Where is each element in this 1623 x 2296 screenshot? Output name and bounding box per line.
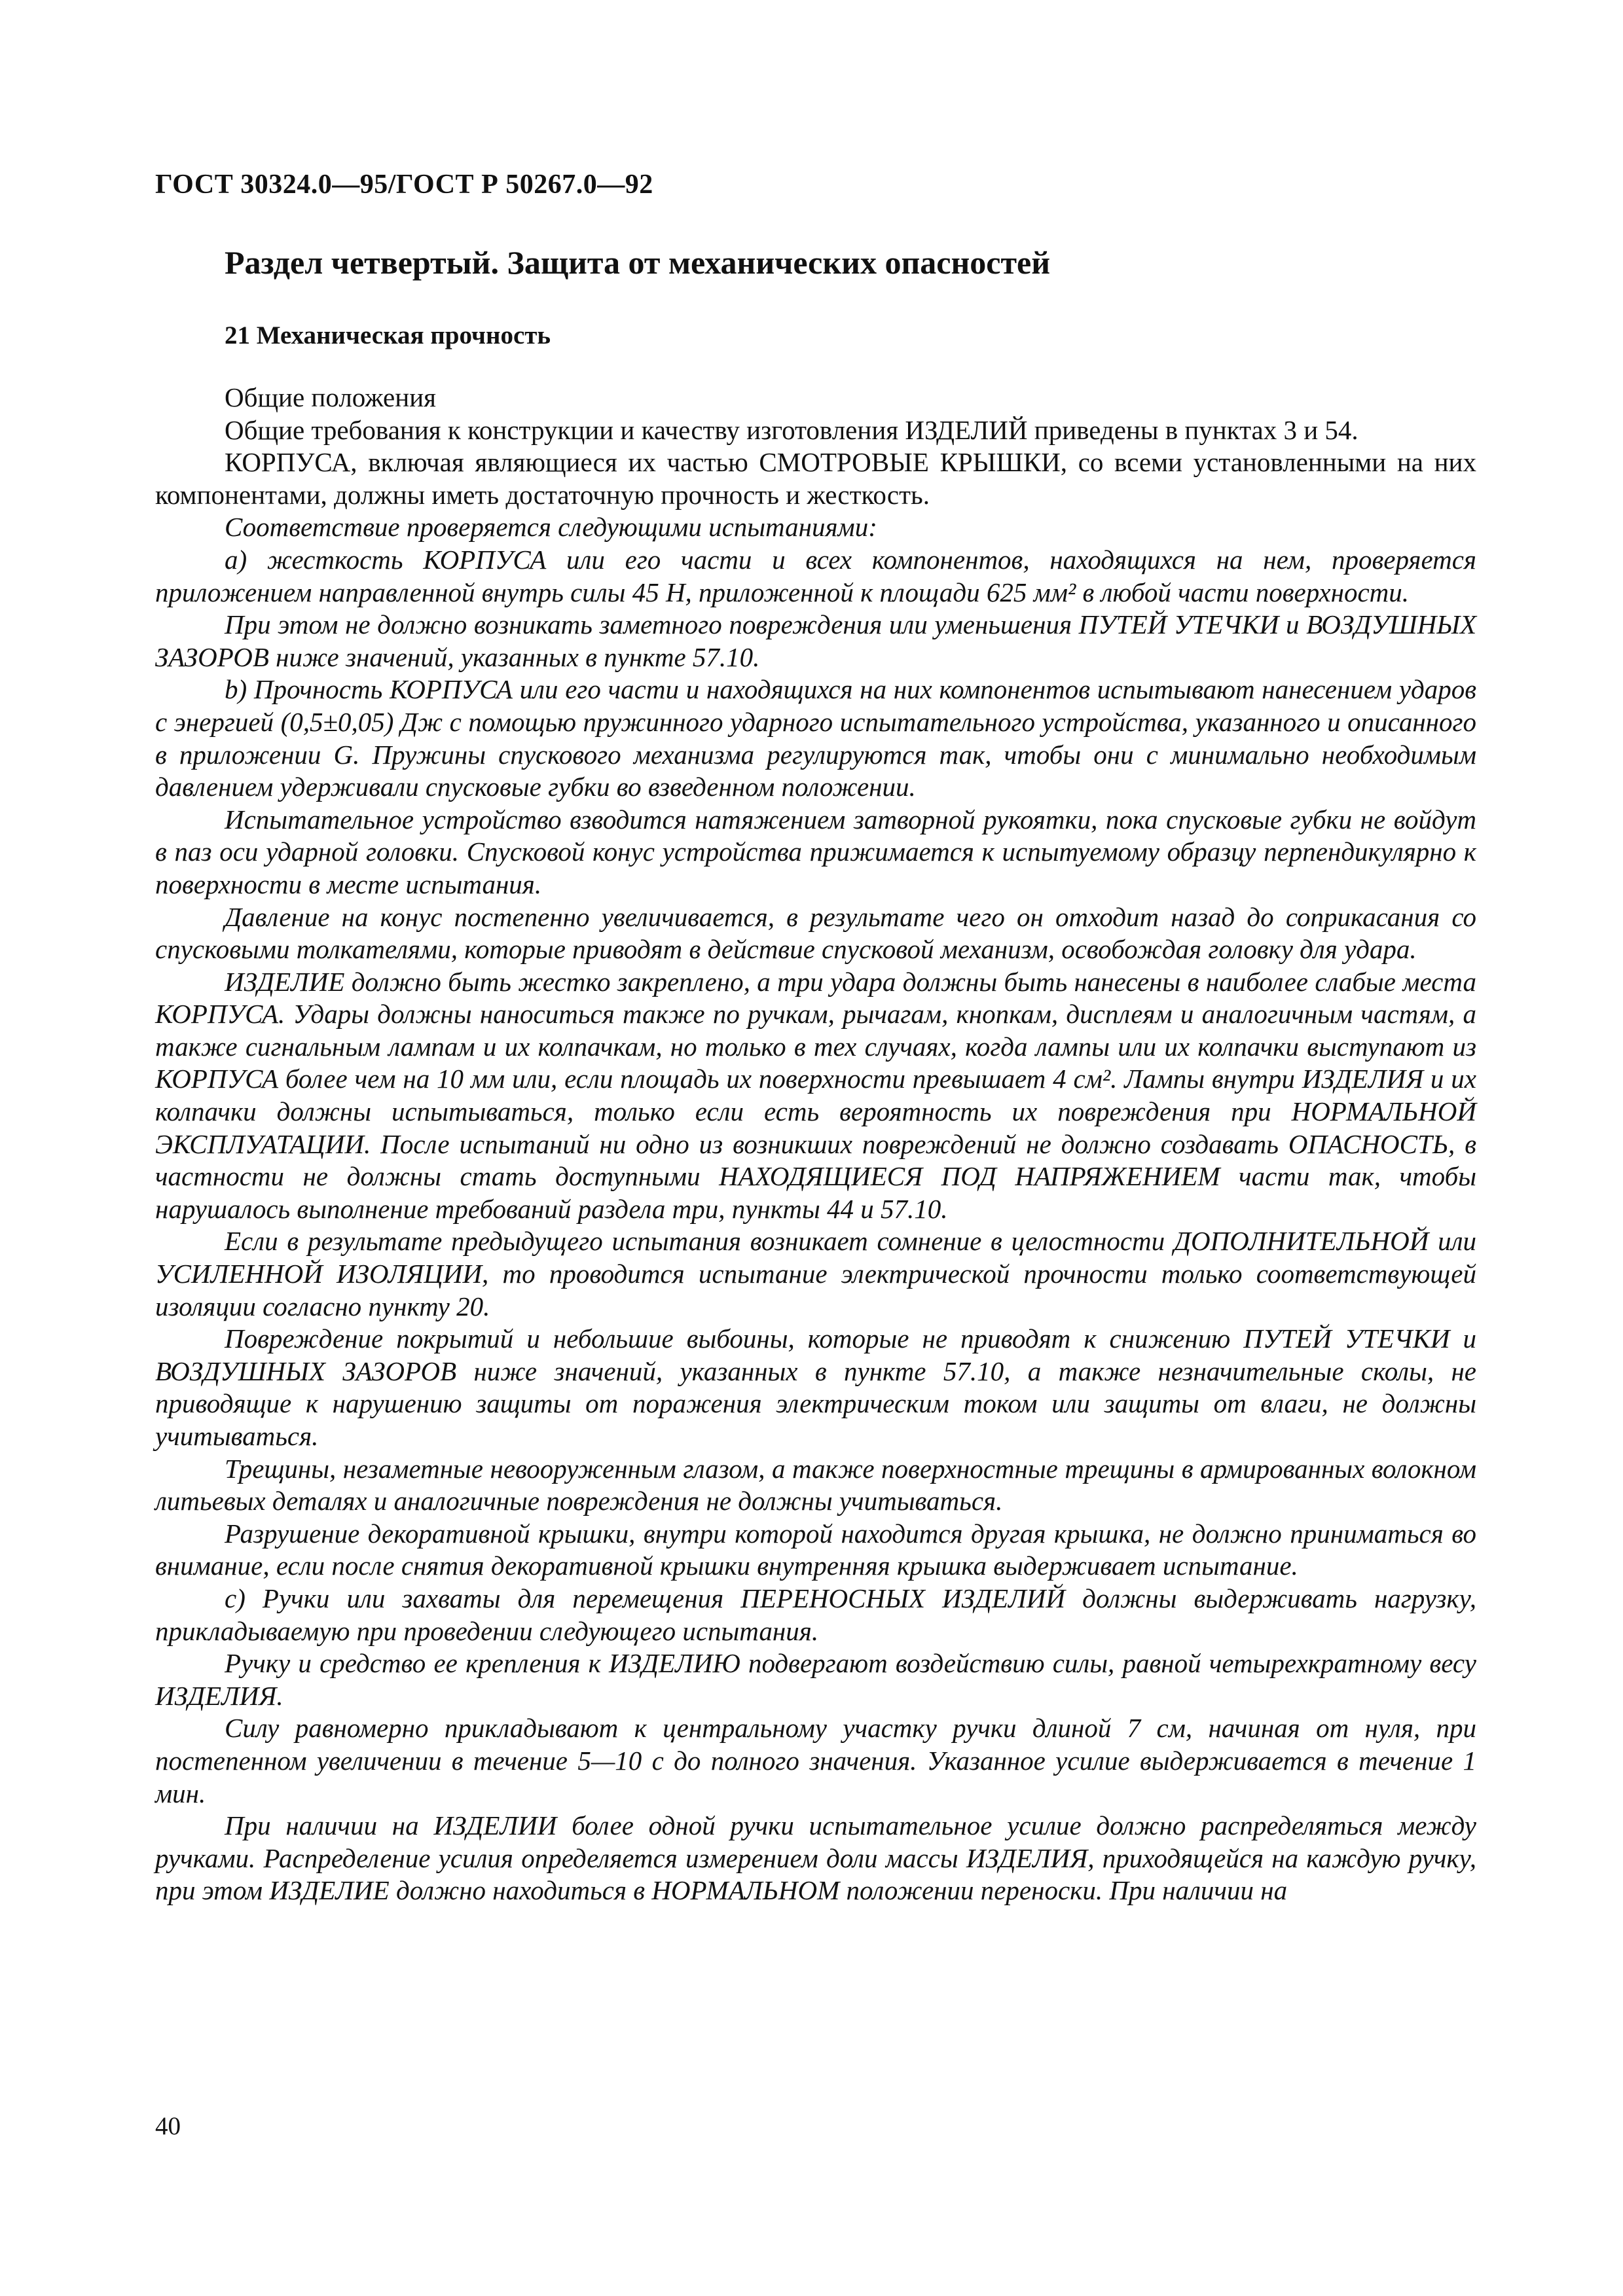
subsection-title: 21 Механическая прочность bbox=[225, 321, 551, 350]
paragraph: Давление на конус постепенно увеличивается, в результате чего он отходит назад до соприкасания со спусковыми толкателями, которые приводят в действие спусковой механизм, освобождая головку для удара. bbox=[155, 901, 1476, 965]
paragraph: КОРПУСА, включая являющиеся их частью СМОТРОВЫЕ КРЫШКИ, со всеми установленными на них компонентами, должны иметь достаточную прочность и жесткость. bbox=[155, 447, 1476, 510]
paragraph: Общие требования к конструкции и качеству изготовления ИЗДЕЛИЙ приведены в пунктах 3 и 54. bbox=[225, 414, 1359, 445]
paragraph: Ручку и средство ее крепления к ИЗДЕЛИЮ подвергают воздействию силы, равной четырехкратному весу ИЗДЕЛИЯ. bbox=[155, 1648, 1476, 1711]
paragraph: с) Ручки или захваты для перемещения ПЕРЕНОСНЫХ ИЗДЕЛИЙ должны выдерживать нагрузку, прикладываемую при проведении следующего испытания. bbox=[155, 1583, 1476, 1646]
paragraph: а) жесткость КОРПУСА или его части и всех компонентов, находящихся на нем, проверяется приложением направленной внутрь силы 45 Н, приложенной к площади 625 мм² в любой части поверхности. bbox=[155, 544, 1476, 607]
paragraph: Повреждение покрытий и небольшие выбоины, которые не приводят к снижению ПУТЕЙ УТЕЧКИ и ВОЗДУШНЫХ ЗАЗОРОВ ниже значений, указанных в пункте 57.10, а также незначительные сколы, не приводящие к нарушению защиты от поражения электрическим током или защиты от влаги, не должны учитываться. bbox=[155, 1323, 1476, 1451]
paragraph: Трещины, незаметные невооруженным глазом, а также поверхностные трещины в армированных волокном литьевых деталях и аналогичные повреждения не должны учитываться. bbox=[155, 1453, 1476, 1516]
document-body bbox=[155, 382, 1476, 1907]
paragraph: При этом не должно возникать заметного повреждения или уменьшения ПУТЕЙ УТЕЧКИ и ВОЗДУШНЫХ ЗАЗОРОВ ниже значений, указанных в пункте 57.10. bbox=[155, 609, 1476, 672]
paragraph: ИЗДЕЛИЕ должно быть жестко закреплено, а три удара должны быть нанесены в наиболее слабые места КОРПУСА. Удары должны наноситься также по ручкам, рычагам, кнопкам, дисплеям и аналогичным частям, а также сигнальным лампам и их колпачкам, но только в тех случаях, когда лампы или их колпачки выступают из КОРПУСА более чем на 10 мм или, если площадь их поверхности превышает 4 см². Лампы внутри ИЗДЕЛИЯ и их колпачки должны испытываться, только если есть вероятность их повреждения при НОРМАЛЬНОЙ ЭКСПЛУАТАЦИИ. После испытаний ни одно из возникших повреждений не должно создавать ОПАСНОСТЬ, в частности не должны стать доступными НАХОДЯЩИЕСЯ ПОД НАПРЯЖЕНИЕМ части так, чтобы нарушалось выполнение требований раздела три, пункты 44 и 57.10. bbox=[155, 966, 1476, 1224]
paragraph: Испытательное устройство взводится натяжением затворной рукоятки, пока спусковые губки не войдут в паз оси ударной головки. Спусковой конус устройства прижимается к испытуемому образцу перпендикулярно к поверхности в месте испытания. bbox=[155, 804, 1476, 899]
section-title: Раздел четвертый. Защита от механических опасностей bbox=[225, 244, 1051, 281]
paragraph: Если в результате предыдущего испытания возникает сомнение в целостности ДОПОЛНИТЕЛЬНОЙ или УСИЛЕННОЙ ИЗОЛЯЦИИ, то проводится испытание электрической прочности только соответствующей изоляции согласно пункту 20. bbox=[155, 1226, 1476, 1321]
paragraph: При наличии на ИЗДЕЛИИ более одной ручки испытательное усилие должно распределяться между ручками. Распределение усилия определяется измерением доли массы ИЗДЕЛИЯ, приходящейся на каждую ручку, при этом ИЗДЕЛИЕ должно находиться в НОРМАЛЬНОМ положении переноски. При наличии на bbox=[155, 1810, 1476, 1906]
paragraph: Разрушение декоративной крышки, внутри которой находится другая крышка, не должно приниматься во внимание, если после снятия декоративной крышки внутренняя крышка выдерживает испытание. bbox=[155, 1518, 1476, 1581]
paragraph: b) Прочность КОРПУСА или его части и находящихся на них компонентов испытывают нанесением ударов с энергией (0,5±0,05) Дж с помощью пружинного ударного испытательного устройства, указанного и описанного в приложении G. Пружины спускового механизма регулируются так, чтобы они с минимально необходимым давлением удерживали спусковые губки во взведенном положении. bbox=[155, 674, 1476, 802]
standard-code-header: ГОСТ 30324.0—95/ГОСТ Р 50267.0—92 bbox=[155, 170, 653, 200]
paragraph: Соответствие проверяется следующими испытаниями: bbox=[225, 512, 877, 543]
paragraph: Общие положения bbox=[225, 382, 436, 412]
page-number: 40 bbox=[155, 2112, 181, 2140]
paragraph: Силу равномерно прикладывают к центральному участку ручки длиной 7 см, начиная от нуля, при постепенном увеличении в течение 5—10 с до полного значения. Указанное усилие выдерживается в течение 1 мин. bbox=[155, 1713, 1476, 1808]
